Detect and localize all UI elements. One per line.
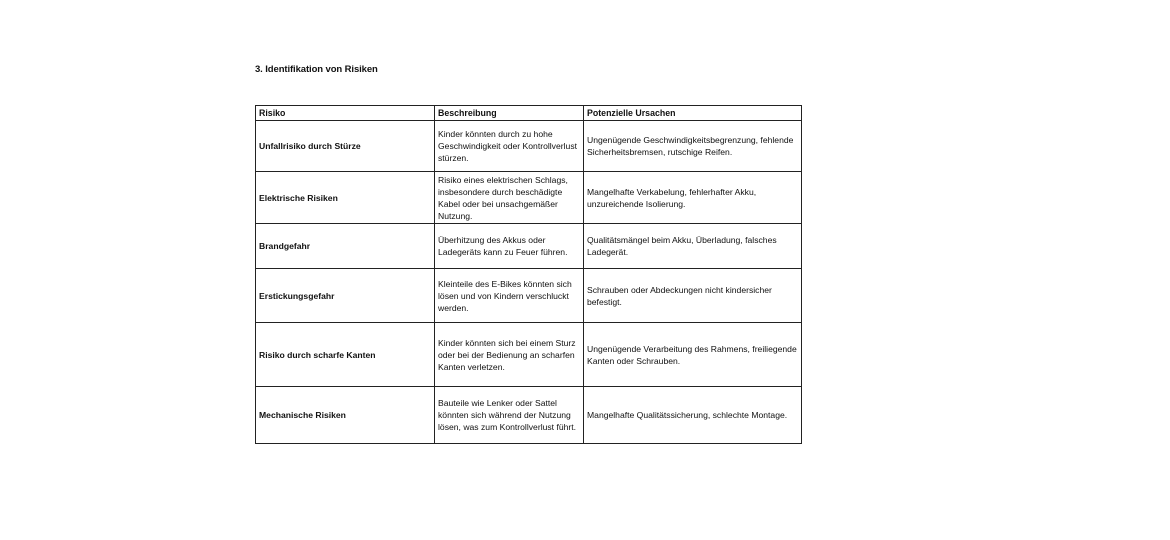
risk-cell: Erstickungsgefahr (256, 269, 435, 323)
risk-cell: Brandgefahr (256, 224, 435, 269)
table-row (256, 387, 802, 444)
risk-table (255, 105, 802, 444)
table-row (256, 172, 802, 224)
description-cell: Kinder könnten durch zu hohe Geschwindigkeit oder Kontrollverlust stürzen. (435, 121, 584, 172)
header-risk: Risiko (256, 106, 435, 121)
risk-cell: Risiko durch scharfe Kanten (256, 323, 435, 387)
description-cell: Risiko eines elektrischen Schlags, insbesondere durch beschädigte Kabel oder bei unsachgemäßer Nutzung. (435, 172, 584, 224)
risk-cell: Elektrische Risiken (256, 172, 435, 224)
header-description: Beschreibung (435, 106, 584, 121)
causes-cell: Ungenügende Verarbeitung des Rahmens, freiliegende Kanten oder Schrauben. (584, 323, 802, 387)
section-heading: 3. Identifikation von Risiken (255, 64, 378, 75)
table-row (256, 224, 802, 269)
causes-cell: Ungenügende Geschwindigkeitsbegrenzung, fehlende Sicherheitsbremsen, rutschige Reifen. (584, 121, 802, 172)
description-cell: Überhitzung des Akkus oder Ladegeräts kann zu Feuer führen. (435, 224, 584, 269)
causes-cell: Mangelhafte Verkabelung, fehlerhafter Akku, unzureichende Isolierung. (584, 172, 802, 224)
table-row (256, 323, 802, 387)
description-cell: Bauteile wie Lenker oder Sattel könnten sich während der Nutzung lösen, was zum Kontrollverlust führt. (435, 387, 584, 444)
causes-cell: Qualitätsmängel beim Akku, Überladung, falsches Ladegerät. (584, 224, 802, 269)
table-row (256, 269, 802, 323)
description-cell: Kinder könnten sich bei einem Sturz oder bei der Bedienung an scharfen Kanten verletzen. (435, 323, 584, 387)
causes-cell: Mangelhafte Qualitätssicherung, schlechte Montage. (584, 387, 802, 444)
risk-cell: Mechanische Risiken (256, 387, 435, 444)
table-row (256, 121, 802, 172)
description-cell: Kleinteile des E-Bikes könnten sich lösen und von Kindern verschluckt werden. (435, 269, 584, 323)
risk-cell: Unfallrisiko durch Stürze (256, 121, 435, 172)
causes-cell: Schrauben oder Abdeckungen nicht kindersicher befestigt. (584, 269, 802, 323)
table-header-row (256, 106, 802, 121)
header-causes: Potenzielle Ursachen (584, 106, 802, 121)
